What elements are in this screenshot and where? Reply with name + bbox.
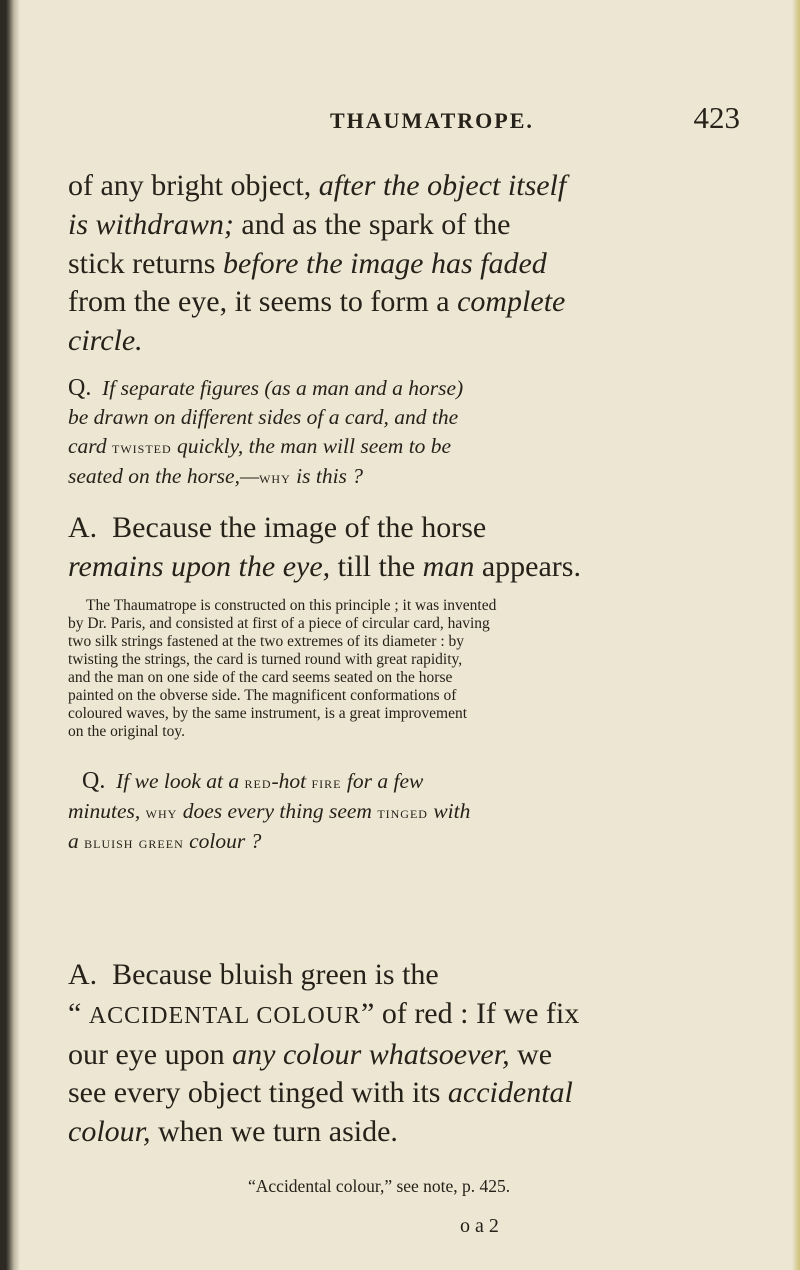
smallcaps-run: tinged bbox=[377, 803, 428, 822]
explanatory-note bbox=[68, 597, 730, 741]
italic-run: is this ? bbox=[290, 464, 364, 488]
answer-2 bbox=[68, 956, 730, 1152]
question-label: Q. bbox=[68, 375, 92, 401]
italic-run: remains upon the eye, bbox=[68, 549, 331, 583]
smallcaps-run: twisted bbox=[112, 438, 172, 457]
note-line: coloured waves, by the same instrument, is a great improvement bbox=[68, 705, 468, 722]
note-line: twisting the strings, the card is turned round with great rapidity, bbox=[68, 651, 463, 668]
italic-run: card bbox=[68, 434, 112, 458]
smallcaps-run: red bbox=[244, 773, 272, 792]
text-run: Because the image of the horse bbox=[112, 511, 487, 544]
text-run: from the eye, it seems to form a bbox=[68, 285, 458, 319]
italic-run: colour ? bbox=[183, 829, 262, 853]
smallcaps-run: why bbox=[145, 803, 178, 822]
text-run: “ bbox=[68, 996, 89, 1030]
answer-1 bbox=[68, 509, 730, 587]
text-run: appears. bbox=[474, 549, 581, 583]
note-line: on the original toy. bbox=[68, 723, 185, 740]
text-run: ” of red : If we fix bbox=[361, 996, 580, 1030]
note-line: and the man on one side of the card seems seated on the horse bbox=[68, 669, 453, 686]
question-2 bbox=[68, 767, 730, 857]
text-run: when we turn aside. bbox=[150, 1115, 398, 1149]
book-binding-edge bbox=[0, 0, 20, 1270]
italic-run: any colour whatsoever, bbox=[232, 1037, 510, 1071]
text-run: of any bright object, bbox=[68, 169, 319, 202]
text-run: till the bbox=[330, 549, 423, 583]
italic-run: accidental bbox=[447, 1076, 573, 1110]
italic-run: minutes, bbox=[68, 799, 146, 823]
page-number: 423 bbox=[693, 100, 740, 135]
italic-run: is withdrawn; bbox=[68, 207, 234, 241]
note-line: by Dr. Paris, and consisted at first of a piece of circular card, having bbox=[68, 615, 490, 632]
italic-run: complete bbox=[457, 285, 566, 319]
italic-run: circle. bbox=[68, 324, 143, 358]
question-1 bbox=[68, 374, 730, 492]
text-run: and as the spark of the bbox=[233, 207, 511, 241]
italic-run: for a few bbox=[341, 769, 424, 793]
italic-run: a bbox=[68, 829, 85, 853]
italic-line: be drawn on different sides of a card, and the bbox=[68, 405, 459, 429]
smallcaps-run: why bbox=[259, 468, 291, 487]
question-label: Q. bbox=[82, 768, 106, 794]
paragraph-intro bbox=[68, 167, 730, 361]
smallcaps-run: bluish green bbox=[84, 833, 184, 852]
text-run: our eye upon bbox=[68, 1037, 233, 1071]
signature-mark: o a 2 bbox=[460, 1215, 499, 1237]
italic-run: If separate figures (as a man and a horse) bbox=[102, 376, 464, 400]
smallcaps-run: fire bbox=[311, 773, 342, 792]
answer-label: A. bbox=[68, 511, 98, 544]
answer-label: A. bbox=[68, 958, 98, 991]
italic-run: with bbox=[427, 799, 471, 823]
italic-run: after the object itself bbox=[318, 169, 567, 202]
text-run: stick returns bbox=[68, 246, 223, 280]
italic-run: quickly, the man will seem to be bbox=[171, 434, 452, 458]
italic-run: colour, bbox=[68, 1115, 151, 1149]
note-line: The Thaumatrope is constructed on this principle ; it was invented bbox=[86, 597, 497, 614]
text-run: we bbox=[509, 1037, 553, 1071]
italic-run: If we look at a bbox=[116, 769, 245, 793]
text-run: see every object tinged with its bbox=[68, 1076, 448, 1110]
italic-run: seated on the horse,— bbox=[68, 464, 260, 488]
note-line: painted on the obverse side. The magnificent conformations of bbox=[68, 687, 457, 704]
italic-run: -hot bbox=[271, 769, 312, 793]
italic-run: man bbox=[422, 549, 475, 583]
italic-run: before the image has faded bbox=[222, 246, 547, 280]
smallcaps-run: ACCIDENTAL COLOUR bbox=[88, 1002, 362, 1029]
note-line: two silk strings fastened at the two extremes of its diameter : by bbox=[68, 633, 465, 650]
running-title: THAUMATROPE. bbox=[330, 108, 534, 133]
text-run: Because bluish green is the bbox=[112, 958, 439, 991]
italic-run: does every thing seem bbox=[177, 799, 378, 823]
footnote: “Accidental colour,” see note, p. 425. bbox=[248, 1176, 511, 1196]
running-header bbox=[330, 100, 740, 144]
page-edge bbox=[792, 0, 800, 1270]
